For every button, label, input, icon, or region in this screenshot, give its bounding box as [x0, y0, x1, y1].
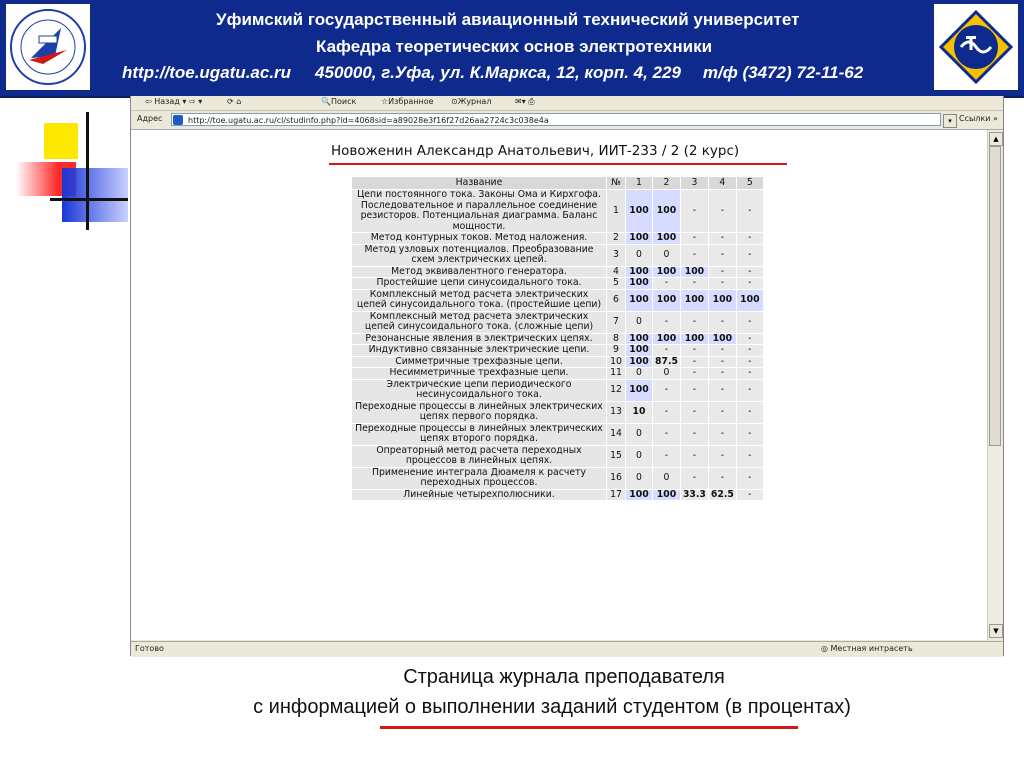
topic-number: 7: [607, 312, 625, 333]
grade-cell: -: [653, 380, 680, 401]
topic-name: Электрические цепи периодического несинусоидального тока.: [352, 380, 606, 401]
university-name: Уфимский государственный авиационный технический университет: [216, 10, 800, 29]
favorites-label: Избранное: [388, 97, 434, 106]
grade-cell: 87.5: [655, 355, 678, 367]
topic-name: Симметричные трехфазные цепи.: [352, 357, 606, 368]
table-row: [352, 402, 763, 423]
grade-cell: 0: [626, 312, 652, 333]
grade-cell: -: [709, 267, 736, 278]
topic-number: 9: [607, 345, 625, 356]
grade-cell: -: [737, 468, 763, 489]
grade-cell: 100: [653, 490, 680, 501]
grade-cell: -: [709, 345, 736, 356]
browser-toolbar: [131, 96, 1003, 111]
grades-table: [351, 176, 764, 501]
grade-cell: -: [737, 402, 763, 423]
grade-cell: 0: [626, 468, 652, 489]
grade-cell: 0: [626, 368, 652, 379]
grade-cell: -: [709, 402, 736, 423]
grade-cell: -: [653, 312, 680, 333]
grade-cell: 100: [653, 267, 680, 278]
grade-cell: 100: [653, 190, 680, 232]
grade-cell: -: [681, 345, 708, 356]
grade-cell: 100: [709, 334, 736, 345]
header-task-5: 5: [737, 177, 763, 189]
header-name: Название: [352, 177, 606, 189]
grade-cell: 62.5: [710, 488, 734, 500]
topic-number: 1: [607, 190, 625, 232]
grade-cell: -: [653, 446, 680, 467]
grade-cell: -: [709, 368, 736, 379]
mail-icon[interactable]: ✉▾ ⎙: [515, 97, 535, 106]
address-dropdown-icon[interactable]: ▾: [943, 114, 957, 128]
topic-number: 6: [607, 290, 625, 311]
journal-button[interactable]: ⊙Журнал: [451, 97, 492, 106]
grade-cell: -: [709, 278, 736, 289]
postal-address: 450000, г.Уфа, ул. К.Маркса, 12, корп. 4, 229: [315, 63, 681, 82]
topic-number: 10: [607, 357, 625, 368]
header-task-1: 1: [626, 177, 652, 189]
caption-line-2: с информацией о выполнении заданий студентом (в процентах): [253, 696, 851, 718]
search-label: Поиск: [330, 97, 357, 106]
grade-cell: 0: [653, 468, 680, 489]
table-row: [352, 357, 763, 368]
table-row: [352, 290, 763, 311]
grade-cell: 0: [653, 245, 680, 266]
table-row: [352, 312, 763, 333]
grade-cell: -: [681, 245, 708, 266]
header-task-3: 3: [681, 177, 708, 189]
topic-number: 15: [607, 446, 625, 467]
grade-cell: -: [653, 402, 680, 423]
topic-name: Метод контурных токов. Метод наложения.: [352, 233, 606, 244]
topic-name: Индуктивно связанные электрические цепи.: [352, 345, 606, 356]
topic-name: Линейные четырехполюсники.: [352, 490, 606, 501]
grade-cell: -: [737, 424, 763, 445]
grade-cell: -: [653, 278, 680, 289]
grade-cell: 100: [653, 233, 680, 244]
back-button[interactable]: ⇦ Назад ▾ ⇨ ▾: [145, 97, 203, 106]
header-number: №: [607, 177, 625, 189]
grade-cell: -: [709, 468, 736, 489]
grade-cell: 10: [626, 402, 652, 423]
table-row: [352, 468, 763, 489]
decor-horizontal-line: [50, 198, 128, 201]
browser-window: [130, 96, 1004, 656]
grade-cell: 100: [681, 267, 708, 278]
topic-name: Метод узловых потенциалов. Преобразование схем электрических цепей.: [352, 245, 606, 266]
globe-icon: ◎: [821, 644, 828, 653]
grade-cell: 100: [626, 190, 652, 232]
status-zone-label: Местная интрасеть: [830, 644, 913, 653]
grade-cell: -: [681, 380, 708, 401]
grade-cell: -: [709, 233, 736, 244]
topic-number: 2: [607, 233, 625, 244]
grade-cell: 100: [626, 345, 652, 356]
topic-number: 14: [607, 424, 625, 445]
grade-cell: -: [737, 368, 763, 379]
student-heading-underline: [329, 163, 787, 165]
grade-cell: -: [737, 446, 763, 467]
address-label: Адрес: [137, 114, 163, 123]
topic-name: Применение интеграла Дюамеля к расчету переходных процессов.: [352, 468, 606, 489]
contact-line: [122, 63, 863, 83]
scroll-down-icon[interactable]: ▼: [989, 624, 1003, 638]
table-row: [352, 345, 763, 356]
grade-cell: 33.3: [682, 488, 706, 500]
vertical-scrollbar[interactable]: [987, 130, 1002, 640]
topic-number: 4: [607, 267, 625, 278]
table-row: [352, 190, 763, 232]
topic-number: 11: [607, 368, 625, 379]
grade-cell: 100: [626, 278, 652, 289]
grade-cell: 0: [626, 245, 652, 266]
caption-line-1: Страница журнала преподавателя: [403, 666, 725, 688]
grade-cell: -: [709, 357, 736, 368]
grade-cell: -: [681, 233, 708, 244]
grade-cell: -: [737, 357, 763, 368]
grade-cell: -: [681, 468, 708, 489]
grade-cell: -: [737, 267, 763, 278]
links-button[interactable]: Ссылки »: [959, 114, 998, 123]
scroll-up-icon[interactable]: ▲: [989, 132, 1003, 146]
topic-name: Переходные процессы в линейных электрических цепях второго порядка.: [352, 424, 606, 445]
favorites-button[interactable]: ☆Избранное: [381, 97, 434, 106]
grade-cell: -: [653, 345, 680, 356]
status-text: Готово: [135, 644, 164, 653]
page-content: [131, 130, 987, 640]
topic-name: Простейшие цепи синусоидального тока.: [352, 278, 606, 289]
grade-cell: -: [737, 245, 763, 266]
grade-cell: -: [681, 357, 708, 368]
topic-number: 5: [607, 278, 625, 289]
department-name: Кафедра теоретических основ электротехники: [316, 37, 713, 56]
grade-cell: 0: [626, 446, 652, 467]
topic-name: Переходные процессы в линейных электрических цепях первого порядка.: [352, 402, 606, 423]
topic-name: Цепи постоянного тока. Законы Ома и Кирхгофа. Последовательное и параллельное соединение резисторов. Потенциальная диаграмма. Баланс мощности.: [352, 190, 606, 232]
student-heading: Новоженин Александр Анатольевич, ИИТ-233 / 2 (2 курс): [331, 143, 740, 159]
ugatu-logo: [6, 4, 90, 90]
grade-cell: -: [737, 312, 763, 333]
table-row: [352, 446, 763, 467]
decor-blue-square: [62, 168, 128, 222]
header-task-2: 2: [653, 177, 680, 189]
grade-cell: -: [681, 278, 708, 289]
department-logo: [934, 4, 1018, 90]
grade-cell: -: [737, 190, 763, 232]
grade-cell: -: [709, 190, 736, 232]
grade-cell: 100: [626, 357, 652, 368]
table-row: [352, 267, 763, 278]
topic-number: 8: [607, 334, 625, 345]
university-emblem-icon: [9, 8, 87, 86]
address-bar: [131, 111, 1003, 130]
grade-cell: -: [681, 402, 708, 423]
page-favicon-icon: [173, 115, 183, 125]
grade-cell: 100: [626, 267, 652, 278]
topic-name: Резонансные явления в электрических цепях.: [352, 334, 606, 345]
decor-vertical-line: [86, 112, 89, 230]
grade-cell: -: [681, 190, 708, 232]
grade-cell: -: [737, 380, 763, 401]
topic-name: Комплексный метод расчета электрических цепей синусоидального тока. (сложные цепи): [352, 312, 606, 333]
grade-cell: 0: [626, 424, 652, 445]
table-row: [352, 380, 763, 401]
grade-cell: 100: [737, 290, 763, 311]
grade-cell: -: [709, 446, 736, 467]
grade-cell: 100: [626, 233, 652, 244]
table-row: [352, 245, 763, 266]
site-url[interactable]: http://toe.ugatu.ac.ru: [122, 63, 292, 82]
grade-cell: -: [737, 278, 763, 289]
table-header-row: [352, 177, 763, 189]
grade-cell: -: [681, 424, 708, 445]
grade-cell: -: [681, 446, 708, 467]
grade-cell: 100: [653, 290, 680, 311]
topic-name: Комплексный метод расчета электрических цепей синусоидального тока. (простейшие цепи): [352, 290, 606, 311]
grade-cell: -: [737, 334, 763, 345]
decor-yellow-square: [44, 123, 78, 159]
table-row: [352, 490, 763, 501]
status-zone: [821, 644, 913, 653]
header-task-4: 4: [709, 177, 736, 189]
grades-table-body: [352, 190, 763, 500]
caption-underline: [380, 726, 798, 729]
table-row: [352, 368, 763, 379]
grade-cell: 100: [626, 380, 652, 401]
grade-cell: 100: [626, 490, 652, 501]
back-label: Назад: [154, 97, 180, 106]
grade-cell: 100: [681, 334, 708, 345]
grade-cell: -: [681, 312, 708, 333]
phone-fax: т/ф (3472) 72-11-62: [702, 63, 864, 82]
grade-cell: 0: [653, 368, 680, 379]
topic-name: Несимметричные трехфазные цепи.: [352, 368, 606, 379]
grade-cell: 100: [653, 334, 680, 345]
topic-number: 3: [607, 245, 625, 266]
journal-label: Журнал: [457, 97, 492, 106]
grade-cell: -: [709, 245, 736, 266]
grade-cell: -: [653, 424, 680, 445]
header-banner: [0, 0, 1024, 98]
topic-number: 16: [607, 468, 625, 489]
grade-cell: -: [709, 380, 736, 401]
topic-number: 12: [607, 380, 625, 401]
scroll-thumb[interactable]: [989, 146, 1001, 446]
toe-emblem-icon: [939, 10, 1013, 84]
grade-cell: -: [681, 368, 708, 379]
grade-cell: -: [737, 345, 763, 356]
table-row: [352, 334, 763, 345]
grade-cell: 100: [626, 290, 652, 311]
grade-cell: -: [737, 490, 763, 501]
topic-number: 13: [607, 402, 625, 423]
grade-cell: -: [737, 233, 763, 244]
grade-cell: 100: [626, 334, 652, 345]
table-row: [352, 424, 763, 445]
topic-name: Метод эквивалентного генератора.: [352, 267, 606, 278]
grade-cell: -: [709, 312, 736, 333]
refresh-icon[interactable]: ⟳ ⌂: [227, 97, 242, 106]
grade-cell: -: [709, 424, 736, 445]
grade-cell: 100: [709, 290, 736, 311]
status-bar: [131, 641, 1003, 657]
grade-cell: 100: [681, 290, 708, 311]
search-button[interactable]: 🔍Поиск: [321, 97, 357, 106]
table-row: [352, 233, 763, 244]
topic-name: Опреаторный метод расчета переходных процессов в линейных цепях.: [352, 446, 606, 467]
table-row: [352, 278, 763, 289]
address-input[interactable]: http://toe.ugatu.ac.ru/cl/studinfo.php?id=4068sid=a89028e3f16f27d26aa2724c3c038e4a: [171, 113, 941, 126]
topic-number: 17: [607, 490, 625, 501]
